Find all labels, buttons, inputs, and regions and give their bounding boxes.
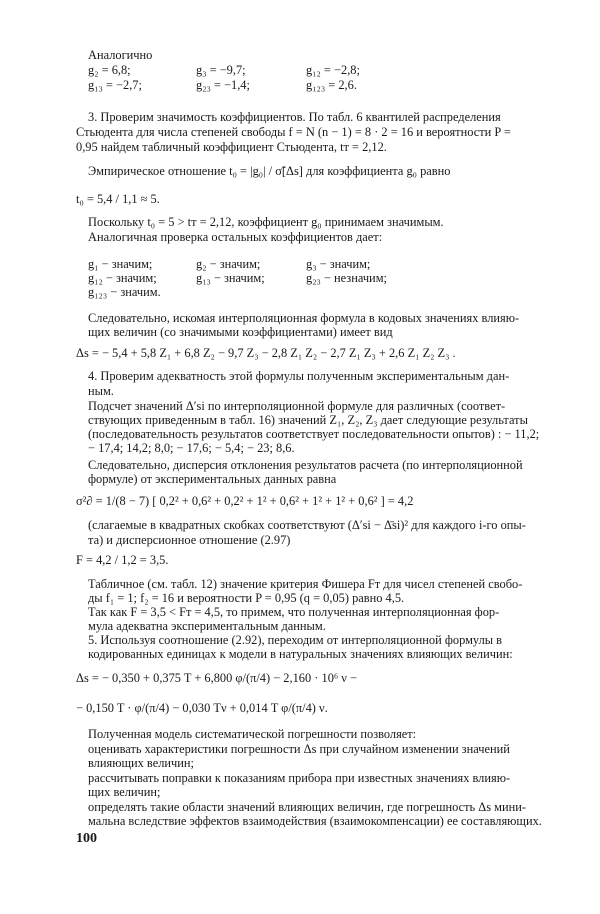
model-use-line: влияющих величин; (88, 756, 194, 770)
paragraph-4-line: 4. Проверим адекватность этой формулы полученным экспериментальным дан- (88, 369, 510, 383)
interpolation-formula: Δs = − 5,4 + 5,8 Z₁ + 6,8 Z₂ − 9,7 Z₃ − 2,8 Z₁ Z₂ − 2,7 Z₁ Z₃ + 2,6 Z₁ Z₂ Z₃ . (76, 346, 456, 360)
g-value: g₂ = 6,8; (88, 63, 131, 77)
model-intro: Полученная модель систематической погрешности позволяет: (88, 727, 417, 741)
g-value: g₁₂₃ = 2,6. (306, 78, 357, 92)
significance-item: g₁₃ − значим; (196, 271, 265, 285)
natural-model-formula: − 0,150 T · φ/(π/4) − 0,030 Tν + 0,014 T φ/(π/4) ν. (76, 701, 328, 715)
natural-model-formula: Δs = − 0,350 + 0,375 T + 6,800 φ/(π/4) − 2,160 · 10⁶ ν − (76, 671, 357, 685)
g-value: g₁₂ = −2,8; (306, 63, 360, 77)
paragraph-3-line: 3. Проверим значимость коэффициентов. По табл. 6 квантилей распределения (88, 110, 501, 124)
paragraph-5-line: кодированных единицах к модели в натуральных значениях влияющих величин: (88, 647, 513, 661)
empirical-ratio-value: t₀ = 5,4 / 1,1 ≈ 5. (76, 192, 160, 206)
fisher-table-line: ды f₁ = 1; f₂ = 16 и вероятности P = 0,95 (q = 0,05) равно 4,5. (88, 591, 405, 605)
model-use-line: рассчитывать поправки к показаниям прибора при известных значениях влияю- (88, 771, 511, 785)
empirical-ratio-line: Эмпирическое отношение t₀ = |g₀| / σ̃[Δs] для коэффициента g₀ равно (88, 164, 451, 178)
significance-line: Аналогичная проверка остальных коэффициентов дает: (88, 230, 383, 244)
analog-title: Аналогично (88, 48, 153, 62)
significance-row-2 (88, 271, 426, 286)
g-value: g₃ = −9,7; (196, 63, 246, 77)
fisher-ratio-formula: F = 4,2 / 1,2 = 3,5. (76, 553, 169, 567)
significance-line: Поскольку t₀ = 5 > tт = 2,12, коэффициент g₀ принимаем значимым. (88, 215, 444, 229)
paragraph-3-line: 0,95 найдем табличный коэффициент Стьюдента, tт = 2,12. (76, 140, 387, 154)
significance-item: g₁₂ − значим; (88, 271, 157, 285)
bracket-note-line: (слагаемые в квадратных скобках соответствуют (Δ′si − Δ̄si)² для каждого i-го опы- (88, 518, 526, 532)
conclusion-line: щих величин (со значимыми коэффициентами) имеет вид (88, 325, 393, 339)
significance-item: g₁ − значим; (88, 257, 153, 271)
significance-item: g₃ − значим; (306, 257, 371, 271)
adequacy-line: мула адекватна экспериментальным данным. (88, 619, 326, 633)
dispersion-line: формуле) от экспериментальных данных равна (88, 472, 337, 486)
dispersion-line: Следовательно, дисперсия отклонения результатов расчета (по интерполяционной (88, 458, 523, 472)
g-values-row-1 (88, 63, 426, 78)
g-value: g₂₃ = −1,4; (196, 78, 250, 92)
calculation-line: ствующих приведенным в табл. 16) значений Z₁, Z₂, Z₃ дает следующие результаты (88, 413, 528, 427)
page-number: 100 (76, 831, 97, 846)
significance-item: g₁₂₃ − значим. (88, 285, 161, 299)
model-use-line: определять такие области значений влияющих величин, где погрешность Δs мини- (88, 800, 527, 814)
adequacy-line: Так как F = 3,5 < Fт = 4,5, то примем, что полученная интерполяционная фор- (88, 605, 500, 619)
paragraph-4-line: ным. (88, 384, 114, 398)
g-value: g₁₃ = −2,7; (88, 78, 142, 92)
bracket-note-line: та) и дисперсионное отношение (2.97) (88, 533, 291, 547)
model-use-line: оценивать характеристики погрешности Δs при случайном изменении значений (88, 742, 510, 756)
significance-item: g₂ − значим; (196, 257, 261, 271)
calculation-line: − 17,4; 14,2; 8,0; − 17,6; − 5,4; − 23; 8,6. (88, 441, 295, 455)
paragraph-5-line: 5. Используя соотношение (2.92), переходим от интерполяционной формулы в (88, 633, 503, 647)
model-use-line: мальна вследствие эффектов взаимодействия (взаимокомпенсации) ее составляющих. (88, 814, 542, 828)
calculation-line: Подсчет значений Δ′si по интерполяционной формуле для различных (соответ- (88, 399, 506, 413)
significance-item: g₂₃ − незначим; (306, 271, 387, 285)
significance-row-1 (88, 257, 426, 272)
g-values-row-2 (88, 78, 426, 93)
paragraph-3-line: Стьюдента для числа степеней свободы f = N (n − 1) = 8 · 2 = 16 и вероятности P = (76, 125, 511, 139)
significance-row-3 (88, 285, 426, 300)
conclusion-line: Следовательно, искомая интерполяционная формула в кодовых значениях влияю- (88, 311, 520, 325)
calculation-line: (последовательность результатов соответствует последовательности опытов) : − 11,2; (88, 427, 540, 441)
dispersion-formula: σ²∂ = 1/(8 − 7) [ 0,2² + 0,6² + 0,2² + 1² + 0,6² + 1² + 1² + 0,6² ] = 4,2 (76, 494, 414, 508)
fisher-table-line: Табличное (см. табл. 12) значение критерия Фишера Fт для чисел степеней свобо- (88, 577, 523, 591)
model-use-line: щих величин; (88, 785, 161, 799)
